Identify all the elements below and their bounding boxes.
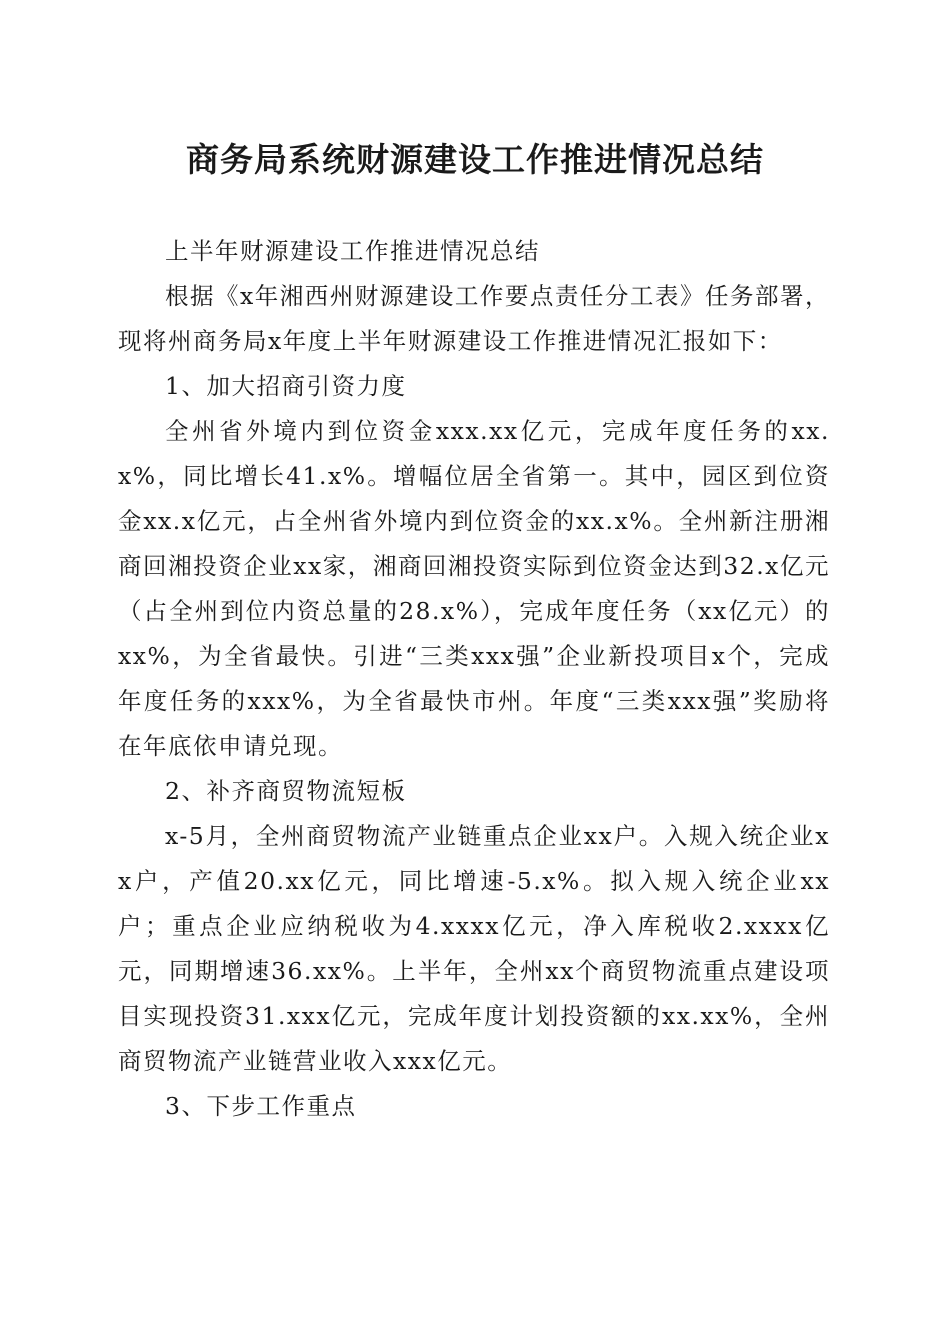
section-heading-1: 1、加大招商引资力度 [165, 372, 407, 400]
paragraph-intro: 根据《x年湘西州财源建设工作要点责任分工表》任务部署，现将州商务局x年度上半年财源建设工作推进情况汇报如下： [118, 282, 830, 355]
document-title: 商务局系统财源建设工作推进情况总结 [186, 140, 764, 179]
paragraph-logistics: x-5月，全州商贸物流产业链重点企业xx户。入规入统企业xx户，产值20.xx亿元，同比增速-5.x%。拟入规入统企业xx户；重点企业应纳税收为4.xxxx亿元，净入库税收2.xxxx亿元，同期增速36.xx%。上半年，全州xx个商贸物流重点建设项目实现投资31.xxx亿元，完成年度计划投资额的xx.xx%，全州商贸物流产业链营业收入xxx亿元。 [118, 822, 830, 1075]
paragraph-investment: 全州省外境内到位资金xxx.xx亿元，完成年度任务的xx.x%，同比增长41.x%。增幅位居全省第一。其中，园区到位资金xx.x亿元，占全州省外境内到位资金的xx.x%。全州新注册湘商回湘投资企业xx家，湘商回湘投资实际到位资金达到32.x亿元（占全州到位内资总量的28.x%），完成年度任务（xx亿元）的xx%，为全省最快。引进“三类xxx强”企业新投项目x个，完成年度任务的xxx%，为全省最快市州。年度“三类xxx强”奖励将在年底依申请兑现。 [118, 417, 830, 760]
document-body [118, 229, 830, 1129]
paragraph-subtitle: 上半年财源建设工作推进情况总结 [165, 237, 540, 265]
section-heading-3: 3、下步工作重点 [165, 1092, 357, 1120]
section-heading-2: 2、补齐商贸物流短板 [165, 777, 407, 805]
